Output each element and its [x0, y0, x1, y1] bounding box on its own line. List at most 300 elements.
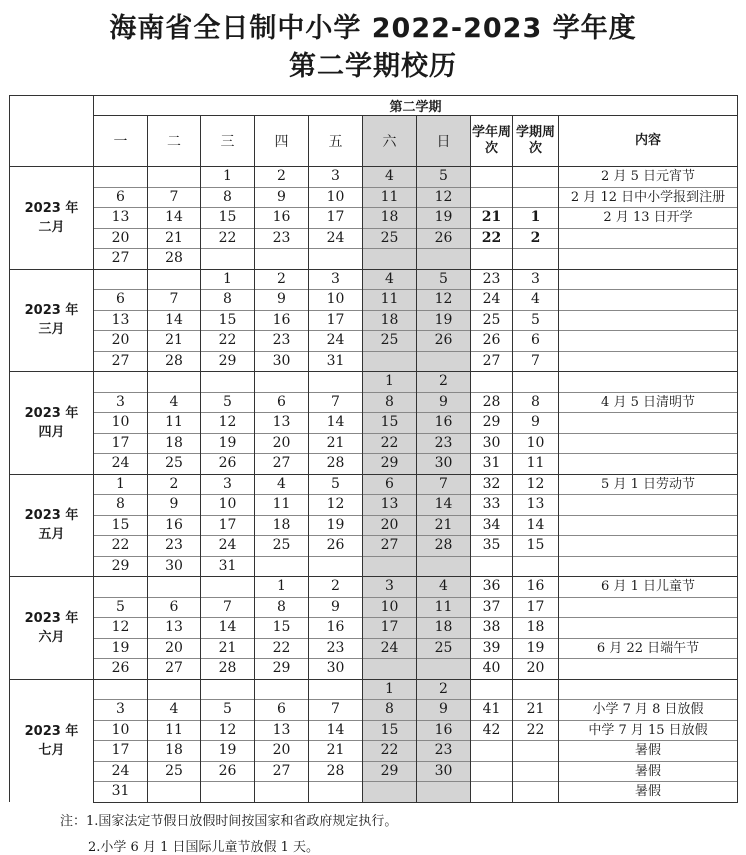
calendar-week-row — [10, 536, 738, 557]
day-cell: 12 — [417, 187, 471, 208]
school-year-week-cell: 24 — [471, 290, 513, 311]
school-year-week-cell: 21 — [471, 208, 513, 229]
calendar-week-row — [10, 474, 738, 495]
day-cell: 19 — [309, 515, 363, 536]
school-year-week-cell — [471, 679, 513, 700]
day-cell: 31 — [94, 782, 148, 803]
day-cell: 20 — [94, 228, 148, 249]
day-cell — [363, 351, 417, 372]
day-cell: 13 — [255, 720, 309, 741]
day-cell: 1 — [363, 372, 417, 393]
day-cell: 3 — [309, 167, 363, 188]
day-cell: 5 — [417, 269, 471, 290]
weekday-header: 三 — [201, 116, 255, 167]
content-cell — [559, 515, 738, 536]
calendar-week-row — [10, 228, 738, 249]
school-year-week-cell — [471, 782, 513, 803]
content-cell — [559, 351, 738, 372]
day-cell: 10 — [309, 187, 363, 208]
day-cell: 1 — [255, 577, 309, 598]
semester-week-cell — [513, 679, 559, 700]
school-year-week-cell: 38 — [471, 618, 513, 639]
day-cell: 18 — [417, 618, 471, 639]
day-cell: 1 — [201, 167, 255, 188]
day-cell: 25 — [148, 454, 201, 475]
semester-week-cell: 4 — [513, 290, 559, 311]
day-cell: 7 — [417, 474, 471, 495]
day-cell: 6 — [255, 392, 309, 413]
day-cell — [201, 782, 255, 803]
day-cell: 22 — [94, 536, 148, 557]
day-cell: 29 — [201, 351, 255, 372]
day-cell: 2 — [417, 372, 471, 393]
day-cell: 25 — [417, 638, 471, 659]
school-year-week-cell: 28 — [471, 392, 513, 413]
calendar-week-row — [10, 515, 738, 536]
day-cell: 21 — [309, 741, 363, 762]
day-cell: 6 — [94, 290, 148, 311]
calendar-week-row — [10, 782, 738, 803]
day-cell: 27 — [94, 351, 148, 372]
school-year-week-cell — [471, 741, 513, 762]
day-cell: 25 — [148, 761, 201, 782]
day-cell — [201, 679, 255, 700]
calendar-week-row — [10, 351, 738, 372]
day-cell: 17 — [94, 433, 148, 454]
day-cell: 27 — [148, 659, 201, 680]
semester-week-cell — [513, 249, 559, 270]
page-title: 海南省全日制中小学 2022-2023 学年度 — [109, 13, 637, 44]
day-cell: 12 — [309, 495, 363, 516]
school-year-week-header: 学年周次 — [471, 116, 513, 167]
day-cell: 15 — [363, 720, 417, 741]
day-cell: 6 — [94, 187, 148, 208]
content-cell — [559, 556, 738, 577]
day-cell: 22 — [363, 741, 417, 762]
month-label — [10, 474, 94, 577]
content-cell: 5 月 1 日劳动节 — [559, 474, 738, 495]
day-cell: 28 — [148, 351, 201, 372]
day-cell: 25 — [363, 331, 417, 352]
content-cell — [559, 597, 738, 618]
day-cell: 4 — [148, 700, 201, 721]
day-cell — [148, 679, 201, 700]
day-cell: 11 — [255, 495, 309, 516]
calendar-week-row — [10, 413, 738, 434]
calendar-week-row — [10, 700, 738, 721]
day-cell: 22 — [363, 433, 417, 454]
semester-week-cell: 16 — [513, 577, 559, 598]
day-cell — [94, 269, 148, 290]
calendar-week-row — [10, 720, 738, 741]
day-cell: 2 — [417, 679, 471, 700]
school-year-week-cell: 35 — [471, 536, 513, 557]
day-cell: 9 — [309, 597, 363, 618]
school-year-week-cell: 40 — [471, 659, 513, 680]
day-cell: 3 — [201, 474, 255, 495]
month-label — [10, 167, 94, 270]
day-cell — [94, 679, 148, 700]
day-cell: 24 — [94, 761, 148, 782]
day-cell: 5 — [417, 167, 471, 188]
weekday-header: 一 — [94, 116, 148, 167]
day-cell — [148, 782, 201, 803]
day-cell: 29 — [363, 454, 417, 475]
day-cell: 28 — [309, 454, 363, 475]
day-cell — [417, 659, 471, 680]
day-cell — [201, 249, 255, 270]
content-cell — [559, 413, 738, 434]
content-cell: 2 月 13 日开学 — [559, 208, 738, 229]
semester-week-cell: 19 — [513, 638, 559, 659]
calendar-week-row — [10, 392, 738, 413]
day-cell: 8 — [255, 597, 309, 618]
day-cell: 7 — [201, 597, 255, 618]
content-cell: 2 月 5 日元宵节 — [559, 167, 738, 188]
content-cell: 2 月 12 日中小学报到注册 — [559, 187, 738, 208]
weekday-header: 四 — [255, 116, 309, 167]
day-cell — [255, 556, 309, 577]
semester-week-cell: 15 — [513, 536, 559, 557]
semester-week-cell: 11 — [513, 454, 559, 475]
day-cell: 22 — [201, 331, 255, 352]
content-cell: 中学 7 月 15 日放假 — [559, 720, 738, 741]
month-name: 四月 — [38, 424, 65, 440]
day-cell: 23 — [417, 433, 471, 454]
day-cell: 11 — [148, 720, 201, 741]
month-name: 二月 — [38, 219, 65, 235]
school-year-week-cell: 29 — [471, 413, 513, 434]
day-cell: 28 — [201, 659, 255, 680]
day-cell: 14 — [309, 413, 363, 434]
weekday-header: 日 — [417, 116, 471, 167]
calendar-week-row — [10, 187, 738, 208]
day-cell — [309, 556, 363, 577]
day-cell: 7 — [148, 187, 201, 208]
day-cell: 26 — [417, 331, 471, 352]
day-cell: 2 — [255, 167, 309, 188]
semester-week-cell: 22 — [513, 720, 559, 741]
day-cell — [201, 577, 255, 598]
day-cell — [94, 167, 148, 188]
school-year-week-cell: 23 — [471, 269, 513, 290]
content-cell: 暑假 — [559, 782, 738, 803]
day-cell: 16 — [148, 515, 201, 536]
day-cell: 20 — [94, 331, 148, 352]
day-cell — [148, 372, 201, 393]
school-year-week-cell: 42 — [471, 720, 513, 741]
content-cell — [559, 249, 738, 270]
semester-week-cell — [513, 782, 559, 803]
month-name: 五月 — [38, 527, 65, 543]
day-cell — [255, 782, 309, 803]
semester-week-cell: 3 — [513, 269, 559, 290]
day-cell — [417, 556, 471, 577]
day-cell — [417, 782, 471, 803]
day-cell: 29 — [255, 659, 309, 680]
day-cell: 19 — [417, 310, 471, 331]
day-cell: 26 — [417, 228, 471, 249]
content-cell — [559, 618, 738, 639]
calendar-week-row — [10, 269, 738, 290]
content-cell: 小学 7 月 8 日放假 — [559, 700, 738, 721]
day-cell: 5 — [201, 700, 255, 721]
day-cell: 8 — [94, 495, 148, 516]
calendar-week-row — [10, 331, 738, 352]
semester-week-cell: 7 — [513, 351, 559, 372]
school-year-week-cell: 32 — [471, 474, 513, 495]
school-year-week-cell: 25 — [471, 310, 513, 331]
day-cell: 16 — [417, 720, 471, 741]
day-cell: 7 — [148, 290, 201, 311]
month-year: 2023 年 — [24, 508, 79, 524]
school-year-week-cell — [471, 556, 513, 577]
day-cell: 24 — [201, 536, 255, 557]
content-cell — [559, 269, 738, 290]
day-cell: 30 — [417, 454, 471, 475]
day-cell — [363, 249, 417, 270]
day-cell — [255, 679, 309, 700]
semester-week-cell: 5 — [513, 310, 559, 331]
school-year-week-cell — [471, 249, 513, 270]
day-cell: 5 — [201, 392, 255, 413]
day-cell: 9 — [255, 290, 309, 311]
day-cell: 26 — [201, 454, 255, 475]
weekday-header: 五 — [309, 116, 363, 167]
day-cell: 10 — [309, 290, 363, 311]
day-cell: 9 — [148, 495, 201, 516]
day-cell: 7 — [309, 700, 363, 721]
school-year-week-cell: 30 — [471, 433, 513, 454]
semester-header: 第二学期 — [94, 96, 738, 116]
day-cell: 23 — [309, 638, 363, 659]
school-year-week-cell — [471, 187, 513, 208]
school-year-week-cell: 34 — [471, 515, 513, 536]
calendar-week-row — [10, 556, 738, 577]
day-cell: 12 — [417, 290, 471, 311]
day-cell: 30 — [255, 351, 309, 372]
day-cell: 12 — [201, 720, 255, 741]
day-cell: 26 — [94, 659, 148, 680]
content-cell: 暑假 — [559, 741, 738, 762]
day-cell: 8 — [363, 392, 417, 413]
day-cell — [417, 351, 471, 372]
day-cell — [363, 782, 417, 803]
day-cell: 22 — [255, 638, 309, 659]
day-cell: 23 — [255, 331, 309, 352]
day-cell: 1 — [363, 679, 417, 700]
calendar-week-row — [10, 208, 738, 229]
day-cell: 14 — [148, 208, 201, 229]
semester-week-cell: 1 — [513, 208, 559, 229]
day-cell — [201, 372, 255, 393]
day-cell: 21 — [417, 515, 471, 536]
semester-week-cell: 6 — [513, 331, 559, 352]
school-year-week-cell: 22 — [471, 228, 513, 249]
content-cell: 4 月 5 日清明节 — [559, 392, 738, 413]
calendar-week-row — [10, 597, 738, 618]
day-cell: 17 — [363, 618, 417, 639]
day-cell — [148, 269, 201, 290]
calendar-week-row — [10, 495, 738, 516]
content-cell — [559, 454, 738, 475]
day-cell: 14 — [417, 495, 471, 516]
month-label — [10, 577, 94, 680]
day-cell — [148, 167, 201, 188]
calendar-week-row — [10, 290, 738, 311]
day-cell: 17 — [309, 310, 363, 331]
content-cell — [559, 679, 738, 700]
content-cell — [559, 331, 738, 352]
day-cell: 19 — [417, 208, 471, 229]
calendar-week-row — [10, 741, 738, 762]
semester-week-cell: 10 — [513, 433, 559, 454]
semester-week-header: 学期周次 — [513, 116, 559, 167]
day-cell — [309, 249, 363, 270]
semester-week-cell: 12 — [513, 474, 559, 495]
day-cell: 15 — [94, 515, 148, 536]
day-cell: 4 — [363, 167, 417, 188]
school-year-week-cell — [471, 761, 513, 782]
day-cell: 22 — [201, 228, 255, 249]
day-cell: 27 — [363, 536, 417, 557]
semester-week-cell: 20 — [513, 659, 559, 680]
day-cell: 15 — [201, 310, 255, 331]
content-cell — [559, 433, 738, 454]
day-cell: 31 — [309, 351, 363, 372]
day-cell: 10 — [94, 413, 148, 434]
day-cell: 14 — [309, 720, 363, 741]
day-cell: 3 — [94, 392, 148, 413]
day-cell: 19 — [201, 741, 255, 762]
day-cell: 8 — [201, 187, 255, 208]
day-cell: 26 — [201, 761, 255, 782]
semester-week-cell — [513, 556, 559, 577]
day-cell — [309, 782, 363, 803]
day-cell: 4 — [148, 392, 201, 413]
calendar-week-row — [10, 577, 738, 598]
day-cell: 27 — [255, 454, 309, 475]
day-cell: 4 — [255, 474, 309, 495]
note-1: 注：1.国家法定节假日放假时间按国家和省政府规定执行。 — [60, 814, 398, 829]
day-cell: 16 — [255, 310, 309, 331]
day-cell: 17 — [201, 515, 255, 536]
day-cell: 23 — [255, 228, 309, 249]
semester-week-cell: 9 — [513, 413, 559, 434]
day-cell: 18 — [255, 515, 309, 536]
day-cell: 24 — [309, 228, 363, 249]
calendar-week-row — [10, 638, 738, 659]
day-cell: 25 — [255, 536, 309, 557]
day-cell: 20 — [255, 741, 309, 762]
day-cell: 11 — [363, 290, 417, 311]
day-cell — [94, 577, 148, 598]
semester-week-cell — [513, 372, 559, 393]
day-cell: 24 — [309, 331, 363, 352]
calendar-week-row — [10, 761, 738, 782]
day-cell: 16 — [309, 618, 363, 639]
month-label — [10, 679, 94, 802]
day-cell: 27 — [94, 249, 148, 270]
school-year-week-cell — [471, 372, 513, 393]
weekday-header: 二 — [148, 116, 201, 167]
day-cell: 2 — [309, 577, 363, 598]
content-cell — [559, 310, 738, 331]
day-cell: 9 — [417, 392, 471, 413]
day-cell: 10 — [201, 495, 255, 516]
day-cell: 21 — [148, 331, 201, 352]
school-year-week-cell: 33 — [471, 495, 513, 516]
page-subtitle: 第二学期校历 — [289, 51, 457, 82]
day-cell: 21 — [309, 433, 363, 454]
school-year-week-cell: 39 — [471, 638, 513, 659]
day-cell: 23 — [148, 536, 201, 557]
semester-week-cell — [513, 167, 559, 188]
content-cell: 暑假 — [559, 761, 738, 782]
calendar-week-row — [10, 372, 738, 393]
day-cell: 20 — [363, 515, 417, 536]
day-cell — [363, 659, 417, 680]
day-cell: 3 — [363, 577, 417, 598]
day-cell: 30 — [148, 556, 201, 577]
day-cell: 11 — [363, 187, 417, 208]
school-year-week-cell: 27 — [471, 351, 513, 372]
day-cell: 26 — [309, 536, 363, 557]
day-cell: 28 — [148, 249, 201, 270]
day-cell: 17 — [309, 208, 363, 229]
day-cell: 24 — [363, 638, 417, 659]
semester-week-cell: 2 — [513, 228, 559, 249]
content-cell: 6 月 22 日端午节 — [559, 638, 738, 659]
calendar-week-row — [10, 679, 738, 700]
content-cell — [559, 228, 738, 249]
day-cell: 5 — [94, 597, 148, 618]
semester-week-cell: 14 — [513, 515, 559, 536]
day-cell: 8 — [363, 700, 417, 721]
day-cell: 29 — [363, 761, 417, 782]
day-cell: 31 — [201, 556, 255, 577]
day-cell: 19 — [201, 433, 255, 454]
day-cell: 18 — [148, 433, 201, 454]
content-cell — [559, 290, 738, 311]
day-cell: 2 — [148, 474, 201, 495]
day-cell — [417, 249, 471, 270]
day-cell: 10 — [363, 597, 417, 618]
semester-week-cell: 21 — [513, 700, 559, 721]
month-label — [10, 372, 94, 475]
calendar-week-row — [10, 310, 738, 331]
calendar-week-row — [10, 454, 738, 475]
day-cell: 12 — [94, 618, 148, 639]
day-cell: 21 — [201, 638, 255, 659]
day-cell: 15 — [363, 413, 417, 434]
month-year: 2023 年 — [24, 610, 79, 626]
month-year: 2023 年 — [24, 200, 79, 216]
day-cell: 2 — [255, 269, 309, 290]
day-cell — [309, 372, 363, 393]
day-cell: 23 — [417, 741, 471, 762]
day-cell: 16 — [417, 413, 471, 434]
day-cell — [255, 372, 309, 393]
day-cell: 18 — [148, 741, 201, 762]
semester-week-cell: 8 — [513, 392, 559, 413]
content-cell: 6 月 1 日儿童节 — [559, 577, 738, 598]
day-cell: 28 — [417, 536, 471, 557]
school-year-week-cell: 36 — [471, 577, 513, 598]
day-cell: 14 — [201, 618, 255, 639]
day-cell — [94, 372, 148, 393]
calendar-week-row — [10, 618, 738, 639]
